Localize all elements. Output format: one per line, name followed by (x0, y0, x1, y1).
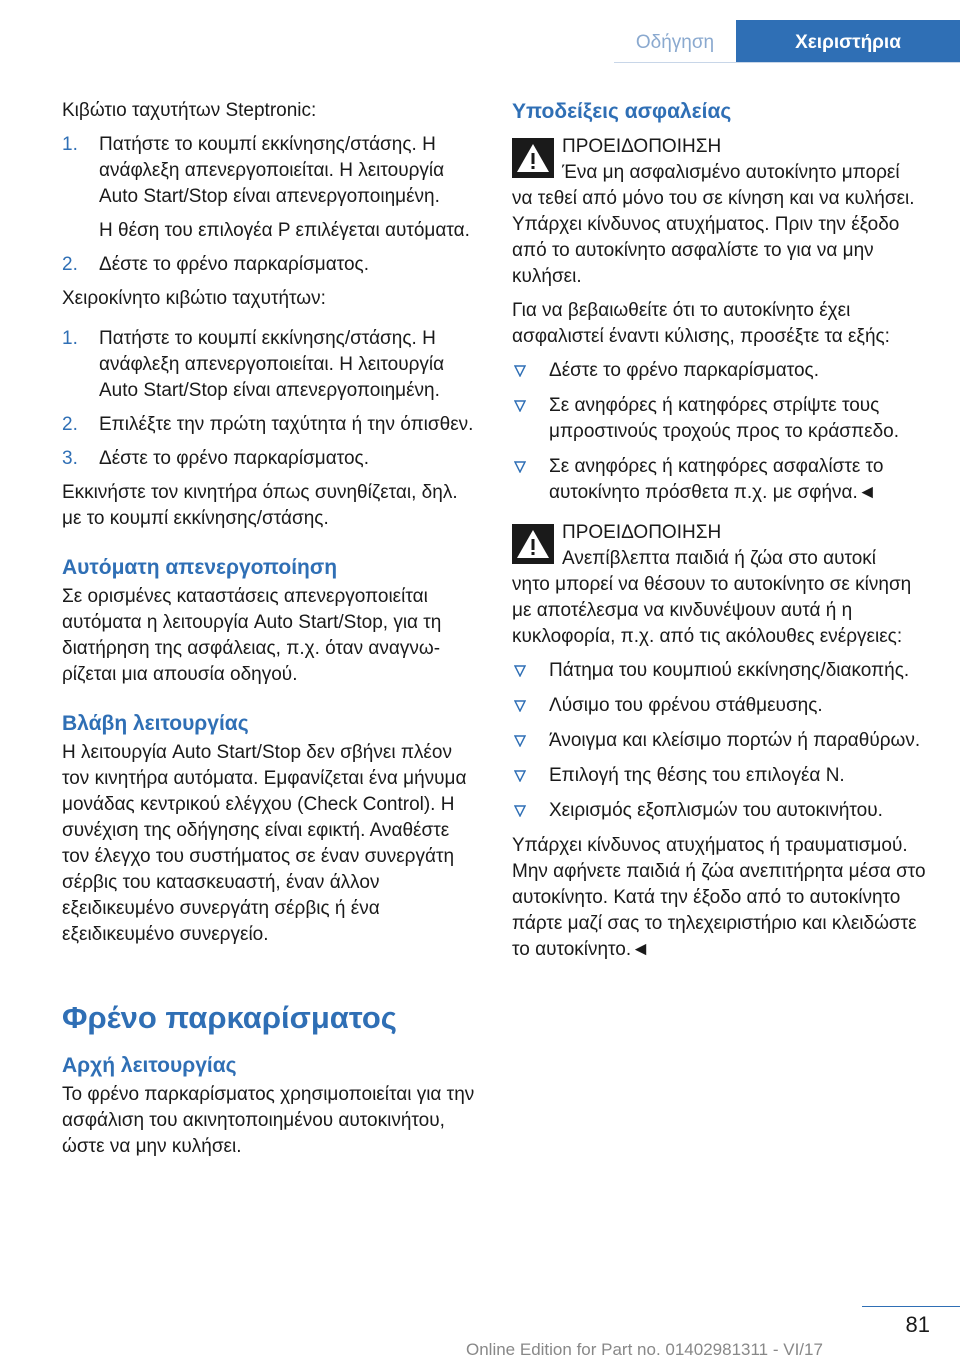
step-subtext: Η θέση του επιλογέα P επιλέγεται αυτόματα. (99, 220, 470, 241)
triangle-bullet-icon (514, 770, 526, 782)
manual-steps (62, 326, 480, 472)
step-text: Επιλέξτε την πρώτη ταχύτητα ή την όπισθεν. (99, 414, 474, 435)
warning-title: ΠΡΟΕΙΔΟΠΟΙΗΣΗ (562, 136, 722, 157)
triangle-bullet-icon (514, 365, 526, 377)
auto-deactivation-text: Σε ορισμένες καταστάσεις απενεργοποιείται αυτόματα η λειτουργία Auto Start/Stop, για τη διατήρηση της ασφάλειας, π.χ. όταν αναγνωρίζεται μια απουσία οδηγού. (62, 586, 442, 685)
manual-intro: Χειροκίνητο κιβώτιο ταχυτήτων: (62, 288, 326, 309)
tab-driving[interactable]: Οδήγηση (635, 32, 715, 53)
step-number: 2. (62, 414, 78, 435)
warning-text: Ένα μη ασφαλισμένο αυτοκίνητο μπορεί (562, 162, 900, 183)
list-item (512, 763, 932, 789)
closing-text: Υπάρχει κίνδυνος ατυχήματος ή τραυματισμού. Μην αφήνετε παιδιά ή ζώα ανεπιτήρητα μέσα στο αυτοκίνητο. Κατά την έξοδο από το αυτοκίνητο πάρτε μαζί σας το τηλεχειριστήριο και κλειδώστε το αυτοκίνητο.◄ (512, 835, 926, 960)
list-item-text: Χειρισμός εξοπλισμών του αυτοκινήτου. (549, 800, 883, 821)
warning-title: ΠΡΟΕΙΔΟΠΟΙΗΣΗ (562, 522, 722, 543)
safety-heading: Υποδείξεις ασφαλείας (512, 100, 732, 123)
list-item (512, 454, 932, 506)
action-list (512, 658, 932, 824)
edition-note: Online Edition for Part no. 01402981311 - VI/17 (466, 1340, 823, 1359)
restart-text: Εκκινήστε τον κινητήρα όπως συνηθίζεται, δηλ. με το κουμπί εκκίνησης/στάσης. (62, 482, 458, 529)
warning-text-continued: να τεθεί από μόνο του σε κίνηση και να κυλήσει. Υπάρχει κίνδυνος ατυχήματος. Πριν την έξοδο από το αυτοκίνητο ασφαλίστε το για να μην κυλήσει. (512, 188, 915, 287)
list-item (512, 393, 932, 445)
list-item-text: Λύσιμο του φρένου στάθμευσης. (549, 695, 823, 716)
principle-text: Το φρένο παρκαρίσματος χρησιμοποιείται για την ασφάλιση του ακινητοποιημένου αυτοκινήτου, ώστε να μην κυλήσει. (62, 1084, 475, 1157)
auto-deactivation-heading: Αυτόματη απενεργοποίηση (62, 556, 338, 579)
steptronic-intro: Κιβώτιο ταχυτήτων Steptronic: (62, 100, 317, 121)
page-number: 81 (905, 1312, 930, 1337)
warning-text-continued: νητο μπορεί να θέσουν το αυτοκίνητο σε κίνηση με αποτέλεσμα να κινδυνέψουν αυτά ή η κυκλοφορία, π.χ. από τις ακόλουθες ενέργειες: (512, 574, 912, 647)
step-text: Δέστε το φρένο παρκαρίσματος. (99, 254, 369, 275)
list-item (512, 728, 932, 754)
footer-divider (862, 1306, 960, 1307)
triangle-bullet-icon (514, 461, 526, 473)
triangle-bullet-icon (514, 805, 526, 817)
warning-block (512, 520, 932, 572)
parking-brake-heading: Φρένο παρκαρίσματος (62, 1000, 397, 1035)
step-number: 2. (62, 254, 78, 275)
warning-text: Ανεπίβλεπτα παιδιά ή ζώα στο αυτοκί (562, 548, 877, 569)
step-text: Πατήστε το κουμπί εκκίνησης/στάσης. Η ανάφλεξη απενεργοποιείται. Η λειτουργία Auto Start/Stop είναι απενεργοποιημένη. (99, 328, 445, 401)
list-item (512, 693, 932, 719)
steptronic-steps (62, 132, 480, 278)
triangle-bullet-icon (514, 735, 526, 747)
secure-intro: Για να βεβαιωθείτε ότι το αυτοκίνητο έχει ασφαλιστεί έναντι κύλισης, προσέξτε τα εξής: (512, 300, 890, 347)
list-item (62, 412, 480, 438)
list-item-text: Επιλογή της θέσης του επιλογέα N. (549, 765, 845, 786)
list-item-text: Σε ανηφόρες ή κατηφόρες ασφαλίστε το αυτοκίνητο πρόσθετα π.χ. με σφήνα.◄ (549, 456, 884, 503)
header-divider (614, 62, 960, 63)
step-number: 1. (62, 134, 78, 155)
list-item-text: Πάτημα του κουμπιού εκκίνησης/διακοπής. (549, 660, 910, 681)
step-text: Δέστε το φρένο παρκαρίσματος. (99, 448, 369, 469)
left-column (62, 98, 480, 1168)
triangle-bullet-icon (514, 700, 526, 712)
list-item-text: Σε ανηφόρες ή κατηφόρες στρίψτε τους μπροστινούς τροχούς προς το κράσπεδο. (549, 395, 900, 442)
tab-controls[interactable]: Χειριστήρια (736, 20, 960, 62)
step-text: Πατήστε το κουμπί εκκίνησης/στάσης. Η ανάφλεξη απενεργοποιείται. Η λειτουργία Auto Start/Stop είναι απενεργοποιημένη. (99, 134, 445, 207)
list-item (62, 326, 480, 404)
triangle-bullet-icon (514, 400, 526, 412)
warning-icon (512, 138, 554, 178)
step-number: 3. (62, 448, 78, 469)
secure-list (512, 358, 932, 506)
list-item (62, 446, 480, 472)
list-item (62, 132, 480, 244)
list-item-text: Δέστε το φρένο παρκαρίσματος. (549, 360, 819, 381)
warning-icon (512, 524, 554, 564)
fault-text: Η λειτουργία Auto Start/Stop δεν σβήνει πλέον τον κινητήρα αυτόματα. Εμφανίζεται ένα μήνυμα μονάδας κεντρικού ελέγχου (Check Control). Η συνέχιση της οδήγησης είναι εφικτή. Αναθέστε τον έλεγχο του συστήματος σε έναν συνεργάτη σέρβις του κατασκευαστή, έναν άλλον εξειδικευμένο συνεργάτη σέρβις ή ένα εξειδικευμένο συνεργείο. (62, 742, 467, 945)
fault-heading: Βλάβη λειτουργίας (62, 712, 249, 735)
list-item (512, 658, 932, 684)
warning-block (512, 134, 932, 186)
step-number: 1. (62, 328, 78, 349)
list-item (62, 252, 480, 278)
list-item-text: Άνοιγμα και κλείσιμο πορτών ή παραθύρων. (549, 730, 921, 751)
list-item (512, 358, 932, 384)
right-column (512, 98, 932, 971)
triangle-bullet-icon (514, 665, 526, 677)
principle-heading: Αρχή λειτουργίας (62, 1054, 237, 1077)
list-item (512, 798, 932, 824)
